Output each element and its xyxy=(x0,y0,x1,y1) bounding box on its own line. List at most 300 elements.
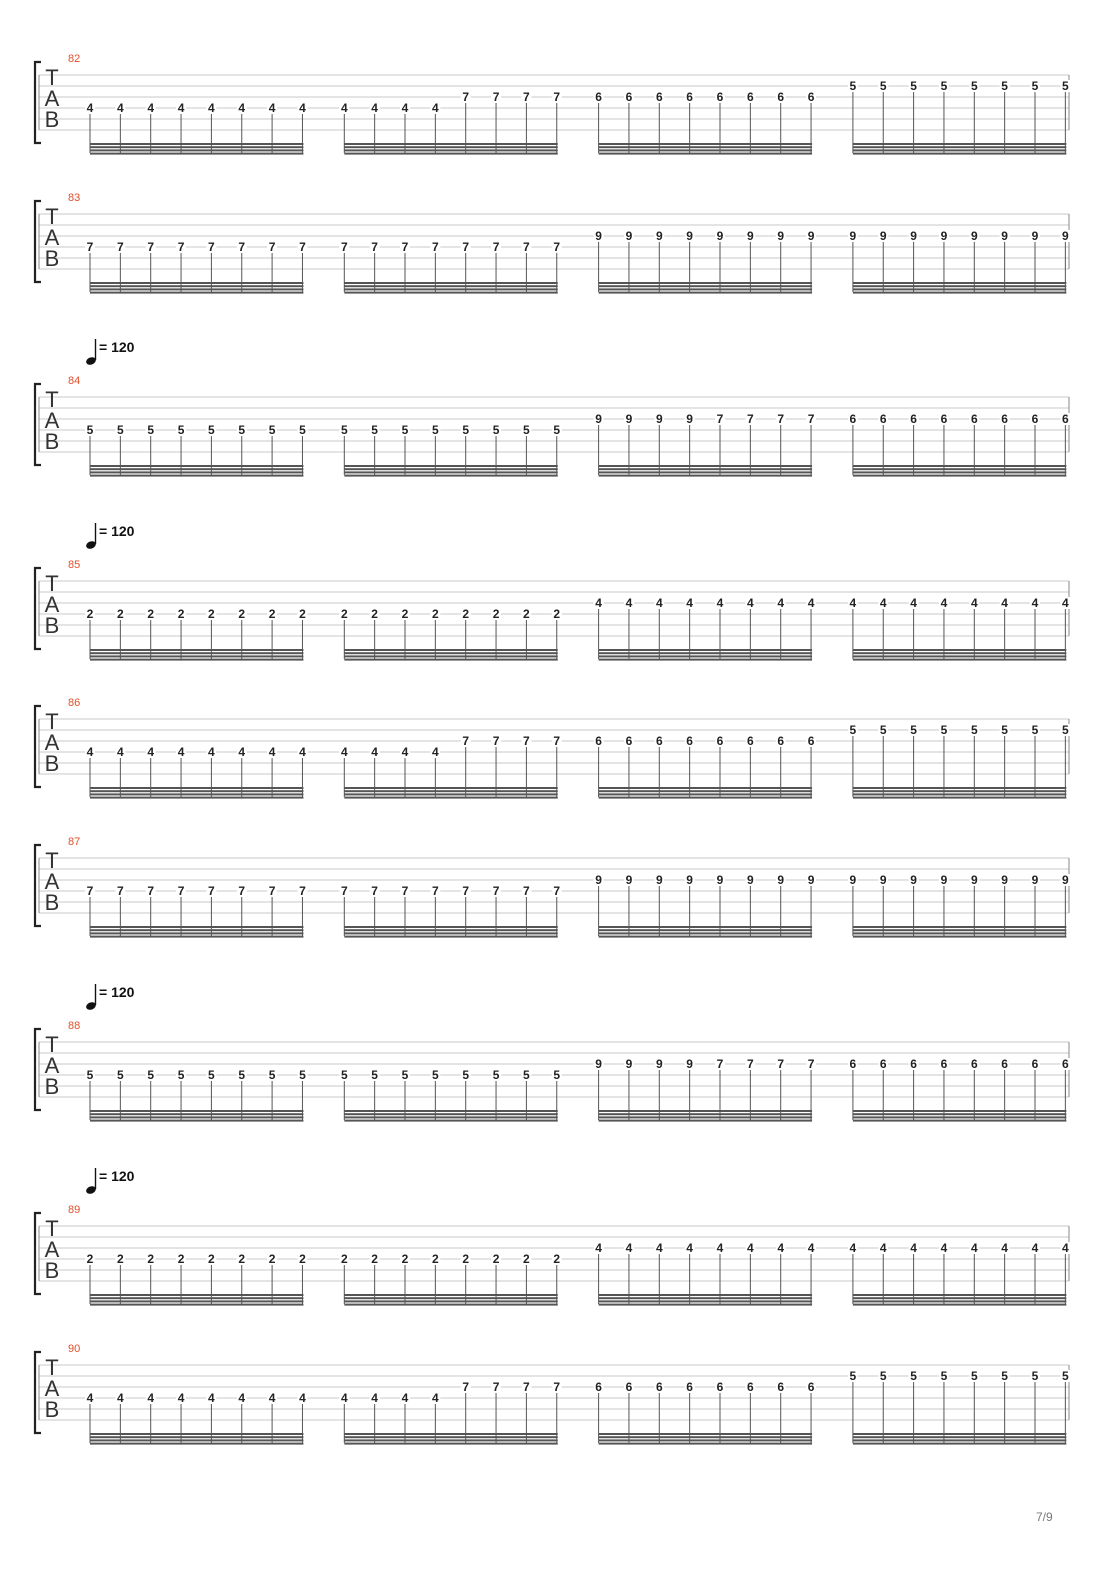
note-beam xyxy=(90,1304,303,1306)
fret-number: 5 xyxy=(177,423,185,437)
fret-number: 7 xyxy=(86,240,94,254)
fret-number: 4 xyxy=(1062,596,1069,610)
fret-number: 4 xyxy=(625,1241,633,1255)
note-beam xyxy=(599,292,812,294)
tab-clef-letter: T xyxy=(45,848,59,873)
fret-number: 4 xyxy=(177,745,185,759)
fret-number: 5 xyxy=(879,79,887,93)
fret-number: 9 xyxy=(1001,229,1008,243)
fret-number: 6 xyxy=(777,90,785,104)
fret-number: 5 xyxy=(910,79,917,93)
tempo-value: = 120 xyxy=(99,523,135,539)
system-bracket xyxy=(35,1352,41,1433)
fret-number: 7 xyxy=(492,734,500,748)
fret-number: 9 xyxy=(655,873,663,887)
note-beam xyxy=(90,153,303,155)
fret-number: 7 xyxy=(523,240,530,254)
fret-number: 6 xyxy=(1001,1057,1008,1071)
fret-number: 6 xyxy=(1001,412,1008,426)
note-beam xyxy=(90,146,303,148)
tab-clef-letter: B xyxy=(44,429,60,454)
note-beam xyxy=(853,149,1066,151)
system-bracket xyxy=(35,706,41,787)
fret-number: 9 xyxy=(655,229,663,243)
note-beam xyxy=(853,790,1066,792)
note-beam xyxy=(853,1113,1066,1115)
note-beam xyxy=(90,793,303,795)
fret-number: 5 xyxy=(1031,723,1039,737)
fret-number: 5 xyxy=(117,423,124,437)
note-beam xyxy=(344,285,557,287)
fret-number: 2 xyxy=(238,1252,246,1266)
fret-number: 2 xyxy=(340,1252,348,1266)
fret-number: 5 xyxy=(208,423,215,437)
note-beam xyxy=(599,659,812,661)
fret-number: 4 xyxy=(147,1391,155,1405)
fret-number: 5 xyxy=(940,1369,948,1383)
note-beam xyxy=(599,1436,812,1438)
note-beam xyxy=(853,288,1066,290)
fret-number: 4 xyxy=(1001,1241,1008,1255)
note-beam xyxy=(344,143,557,145)
note-beam xyxy=(599,1439,812,1441)
fret-number: 7 xyxy=(716,1057,724,1071)
note-beam xyxy=(90,652,303,654)
fret-number: 5 xyxy=(86,1068,94,1082)
note-beam xyxy=(853,793,1066,795)
note-beam xyxy=(90,475,303,477)
fret-number: 5 xyxy=(492,1068,500,1082)
fret-number: 4 xyxy=(655,596,663,610)
fret-number: 2 xyxy=(299,607,306,621)
fret-number: 4 xyxy=(299,745,306,759)
fret-number: 4 xyxy=(177,101,185,115)
fret-number: 7 xyxy=(553,90,561,104)
fret-number: 5 xyxy=(1001,79,1008,93)
tab-clef-letter: T xyxy=(45,1032,59,1057)
fret-number: 2 xyxy=(371,607,378,621)
note-beam xyxy=(599,1433,812,1435)
fret-number: 7 xyxy=(147,240,155,254)
note-beam xyxy=(90,936,303,938)
fret-number: 5 xyxy=(940,79,948,93)
tab-clef-letter: T xyxy=(45,1216,59,1241)
fret-number: 4 xyxy=(268,745,276,759)
note-beam xyxy=(344,1297,557,1299)
fret-number: 5 xyxy=(849,723,857,737)
fret-number: 6 xyxy=(970,1057,978,1071)
note-beam xyxy=(853,1304,1066,1306)
fret-number: 5 xyxy=(147,423,155,437)
tab-system xyxy=(35,339,1070,477)
fret-number: 4 xyxy=(777,1241,785,1255)
fret-number: 9 xyxy=(807,873,815,887)
note-beam xyxy=(599,1120,812,1122)
fret-number: 9 xyxy=(655,412,663,426)
fret-number: 6 xyxy=(807,734,815,748)
fret-number: 4 xyxy=(432,1391,439,1405)
fret-number: 4 xyxy=(401,1391,409,1405)
fret-number: 2 xyxy=(523,607,530,621)
note-beam xyxy=(90,649,303,651)
note-beam xyxy=(90,1113,303,1115)
note-beam xyxy=(853,1120,1066,1122)
fret-number: 7 xyxy=(553,1380,561,1394)
fret-number: 4 xyxy=(686,1241,693,1255)
fret-number: 5 xyxy=(1031,1369,1039,1383)
tab-system xyxy=(35,836,1070,938)
fret-number: 4 xyxy=(208,1391,215,1405)
fret-number: 4 xyxy=(970,596,978,610)
fret-number: 6 xyxy=(777,1380,785,1394)
fret-number: 5 xyxy=(1062,1369,1069,1383)
tab-clef-letter: T xyxy=(45,709,59,734)
note-beam xyxy=(599,652,812,654)
fret-number: 6 xyxy=(625,1380,633,1394)
note-beam xyxy=(599,146,812,148)
fret-number: 4 xyxy=(716,1241,724,1255)
fret-number: 5 xyxy=(299,1068,306,1082)
tab-clef-letter: T xyxy=(45,571,59,596)
fret-number: 7 xyxy=(462,1380,470,1394)
fret-number: 6 xyxy=(686,734,693,748)
note-beam xyxy=(90,1300,303,1302)
note-beam xyxy=(599,288,812,290)
fret-number: 7 xyxy=(807,1057,815,1071)
note-beam xyxy=(344,1294,557,1296)
fret-number: 2 xyxy=(462,1252,470,1266)
note-beam xyxy=(853,932,1066,934)
tab-clef-letter: B xyxy=(44,107,60,132)
fret-number: 9 xyxy=(686,1057,693,1071)
fret-number: 9 xyxy=(879,873,887,887)
fret-number: 7 xyxy=(238,884,246,898)
tab-system xyxy=(35,697,1070,799)
note-beam xyxy=(344,655,557,657)
fret-number: 6 xyxy=(625,90,633,104)
note-beam xyxy=(344,787,557,789)
tab-system xyxy=(35,984,1070,1122)
tab-clef-letter: T xyxy=(45,387,59,412)
fret-number: 7 xyxy=(777,1057,785,1071)
fret-number: 6 xyxy=(807,90,815,104)
measure-number: 86 xyxy=(68,697,81,709)
tab-clef-letter: B xyxy=(44,1074,60,1099)
measure-number: 82 xyxy=(68,53,81,65)
fret-number: 6 xyxy=(625,734,633,748)
fret-number: 7 xyxy=(117,240,124,254)
note-beam xyxy=(853,1439,1066,1441)
fret-number: 2 xyxy=(177,607,185,621)
fret-number: 5 xyxy=(371,423,378,437)
fret-number: 4 xyxy=(238,1391,246,1405)
fret-number: 7 xyxy=(492,240,500,254)
fret-number: 4 xyxy=(268,101,276,115)
tab-clef-letter: A xyxy=(44,730,60,755)
fret-number: 7 xyxy=(238,240,246,254)
fret-number: 6 xyxy=(655,90,663,104)
fret-number: 4 xyxy=(147,101,155,115)
fret-number: 7 xyxy=(86,884,94,898)
fret-number: 5 xyxy=(117,1068,124,1082)
note-beam xyxy=(90,1297,303,1299)
tab-clef-letter: B xyxy=(44,613,60,638)
fret-number: 4 xyxy=(879,596,887,610)
fret-number: 2 xyxy=(147,607,155,621)
fret-number: 6 xyxy=(940,1057,948,1071)
fret-number: 9 xyxy=(777,229,785,243)
note-beam xyxy=(599,926,812,928)
fret-number: 9 xyxy=(1062,873,1069,887)
note-beam xyxy=(599,1297,812,1299)
fret-number: 9 xyxy=(625,1057,633,1071)
fret-number: 9 xyxy=(655,1057,663,1071)
fret-number: 9 xyxy=(777,873,785,887)
note-beam xyxy=(853,1110,1066,1112)
fret-number: 5 xyxy=(401,423,409,437)
fret-number: 5 xyxy=(299,423,306,437)
note-beam xyxy=(853,292,1066,294)
fret-number: 2 xyxy=(523,1252,530,1266)
tab-clef-letter: A xyxy=(44,869,60,894)
fret-number: 4 xyxy=(1031,596,1039,610)
tab-system xyxy=(35,53,1070,155)
system-bracket xyxy=(35,568,41,649)
fret-number: 5 xyxy=(879,723,887,737)
note-beam xyxy=(90,790,303,792)
fret-number: 4 xyxy=(879,1241,887,1255)
fret-number: 9 xyxy=(625,873,633,887)
note-beam xyxy=(853,655,1066,657)
note-beam xyxy=(90,288,303,290)
fret-number: 7 xyxy=(492,90,500,104)
note-beam xyxy=(853,1300,1066,1302)
fret-number: 4 xyxy=(117,745,124,759)
fret-number: 5 xyxy=(208,1068,215,1082)
note-beam xyxy=(344,282,557,284)
note-beam xyxy=(599,1113,812,1115)
note-beam xyxy=(599,793,812,795)
fret-number: 5 xyxy=(849,79,857,93)
system-bracket xyxy=(35,201,41,282)
fret-number: 9 xyxy=(686,873,693,887)
fret-number: 4 xyxy=(432,101,439,115)
fret-number: 5 xyxy=(553,1068,561,1082)
fret-number: 6 xyxy=(655,734,663,748)
fret-number: 2 xyxy=(401,1252,409,1266)
fret-number: 5 xyxy=(910,1369,917,1383)
fret-number: 5 xyxy=(523,1068,530,1082)
fret-number: 9 xyxy=(716,229,724,243)
fret-number: 5 xyxy=(432,1068,439,1082)
fret-number: 2 xyxy=(401,607,409,621)
fret-number: 4 xyxy=(299,101,306,115)
note-beam xyxy=(90,149,303,151)
fret-number: 2 xyxy=(462,607,470,621)
system-bracket xyxy=(35,1029,41,1110)
note-beam xyxy=(90,282,303,284)
note-beam xyxy=(853,143,1066,145)
fret-number: 5 xyxy=(340,1068,348,1082)
note-beam xyxy=(599,285,812,287)
measure-number: 84 xyxy=(68,375,81,387)
note-beam xyxy=(853,797,1066,799)
measure-number: 87 xyxy=(68,836,81,848)
fret-number: 7 xyxy=(432,884,439,898)
tempo-value: = 120 xyxy=(99,984,135,1000)
fret-number: 4 xyxy=(940,596,948,610)
fret-number: 4 xyxy=(401,745,409,759)
fret-number: 2 xyxy=(268,1252,276,1266)
note-beam xyxy=(90,1433,303,1435)
fret-number: 4 xyxy=(807,1241,815,1255)
fret-number: 4 xyxy=(86,101,94,115)
fret-number: 4 xyxy=(340,745,348,759)
fret-number: 4 xyxy=(625,596,633,610)
tab-clef-letter: B xyxy=(44,751,60,776)
note-beam xyxy=(599,936,812,938)
note-beam xyxy=(344,1113,557,1115)
fret-number: 4 xyxy=(86,745,94,759)
fret-number: 9 xyxy=(970,229,978,243)
note-beam xyxy=(599,143,812,145)
fret-number: 9 xyxy=(625,412,633,426)
note-beam xyxy=(853,652,1066,654)
fret-number: 9 xyxy=(1031,873,1039,887)
fret-number: 6 xyxy=(716,1380,724,1394)
note-beam xyxy=(599,149,812,151)
fret-number: 6 xyxy=(1031,1057,1039,1071)
tab-clef-letter: B xyxy=(44,246,60,271)
fret-number: 6 xyxy=(1062,412,1069,426)
note-beam xyxy=(599,471,812,473)
note-beam xyxy=(599,790,812,792)
fret-number: 2 xyxy=(553,1252,561,1266)
fret-number: 9 xyxy=(595,1057,602,1071)
tab-clef-letter: A xyxy=(44,1376,60,1401)
fret-number: 4 xyxy=(268,1391,276,1405)
fret-number: 7 xyxy=(716,412,724,426)
note-beam xyxy=(90,926,303,928)
fret-number: 7 xyxy=(208,240,215,254)
tab-clef-letter: T xyxy=(45,65,59,90)
fret-number: 6 xyxy=(910,412,917,426)
note-beam xyxy=(344,652,557,654)
fret-number: 7 xyxy=(147,884,155,898)
fret-number: 7 xyxy=(523,734,530,748)
fret-number: 4 xyxy=(147,745,155,759)
fret-number: 6 xyxy=(716,734,724,748)
fret-number: 9 xyxy=(940,229,948,243)
note-beam xyxy=(90,659,303,661)
fret-number: 9 xyxy=(595,229,602,243)
fret-number: 7 xyxy=(268,884,276,898)
fret-number: 7 xyxy=(553,240,561,254)
fret-number: 5 xyxy=(340,423,348,437)
system-bracket xyxy=(35,62,41,143)
note-beam xyxy=(344,146,557,148)
fret-number: 5 xyxy=(910,723,917,737)
fret-number: 4 xyxy=(238,745,246,759)
fret-number: 7 xyxy=(268,240,276,254)
fret-number: 4 xyxy=(208,745,215,759)
note-beam xyxy=(599,929,812,931)
tab-clef-letter: A xyxy=(44,225,60,250)
tab-clef-letter: A xyxy=(44,1053,60,1078)
fret-number: 5 xyxy=(462,1068,470,1082)
note-beam xyxy=(853,471,1066,473)
fret-number: 7 xyxy=(747,1057,754,1071)
fret-number: 5 xyxy=(238,1068,246,1082)
note-beam xyxy=(344,1304,557,1306)
fret-number: 6 xyxy=(747,1380,754,1394)
fret-number: 4 xyxy=(595,1241,602,1255)
tab-system xyxy=(35,523,1070,661)
note-beam xyxy=(853,475,1066,477)
measure-number: 89 xyxy=(68,1204,81,1216)
fret-number: 7 xyxy=(777,412,785,426)
fret-number: 4 xyxy=(910,596,917,610)
measure-number: 90 xyxy=(68,1343,81,1355)
fret-number: 7 xyxy=(462,884,470,898)
fret-number: 7 xyxy=(299,240,306,254)
fret-number: 4 xyxy=(117,101,124,115)
fret-number: 7 xyxy=(462,734,470,748)
fret-number: 5 xyxy=(553,423,561,437)
fret-number: 4 xyxy=(401,101,409,115)
note-beam xyxy=(90,465,303,467)
fret-number: 6 xyxy=(655,1380,663,1394)
note-beam xyxy=(599,282,812,284)
note-beam xyxy=(90,292,303,294)
note-beam xyxy=(344,1436,557,1438)
fret-number: 7 xyxy=(553,884,561,898)
fret-number: 9 xyxy=(595,412,602,426)
fret-number: 4 xyxy=(655,1241,663,1255)
fret-number: 7 xyxy=(340,884,348,898)
note-beam xyxy=(853,153,1066,155)
tab-clef-letter: A xyxy=(44,408,60,433)
fret-number: 4 xyxy=(777,596,785,610)
note-beam xyxy=(344,929,557,931)
note-beam xyxy=(599,1443,812,1445)
tab-clef-letter: B xyxy=(44,1397,60,1422)
note-beam xyxy=(344,649,557,651)
fret-number: 5 xyxy=(401,1068,409,1082)
fret-number: 7 xyxy=(208,884,215,898)
note-beam xyxy=(344,1120,557,1122)
note-beam xyxy=(599,1300,812,1302)
note-beam xyxy=(853,465,1066,467)
note-beam xyxy=(853,936,1066,938)
tab-clef-letter: B xyxy=(44,1258,60,1283)
fret-number: 7 xyxy=(492,1380,500,1394)
fret-number: 5 xyxy=(432,423,439,437)
tab-system xyxy=(35,1343,1070,1445)
fret-number: 4 xyxy=(747,1241,754,1255)
fret-number: 5 xyxy=(940,723,948,737)
fret-number: 4 xyxy=(807,596,815,610)
note-beam xyxy=(90,929,303,931)
note-beam xyxy=(344,468,557,470)
fret-number: 2 xyxy=(432,607,439,621)
fret-number: 9 xyxy=(686,229,693,243)
fret-number: 6 xyxy=(879,412,887,426)
fret-number: 4 xyxy=(238,101,246,115)
fret-number: 9 xyxy=(1062,229,1069,243)
fret-number: 7 xyxy=(371,240,378,254)
note-beam xyxy=(599,932,812,934)
